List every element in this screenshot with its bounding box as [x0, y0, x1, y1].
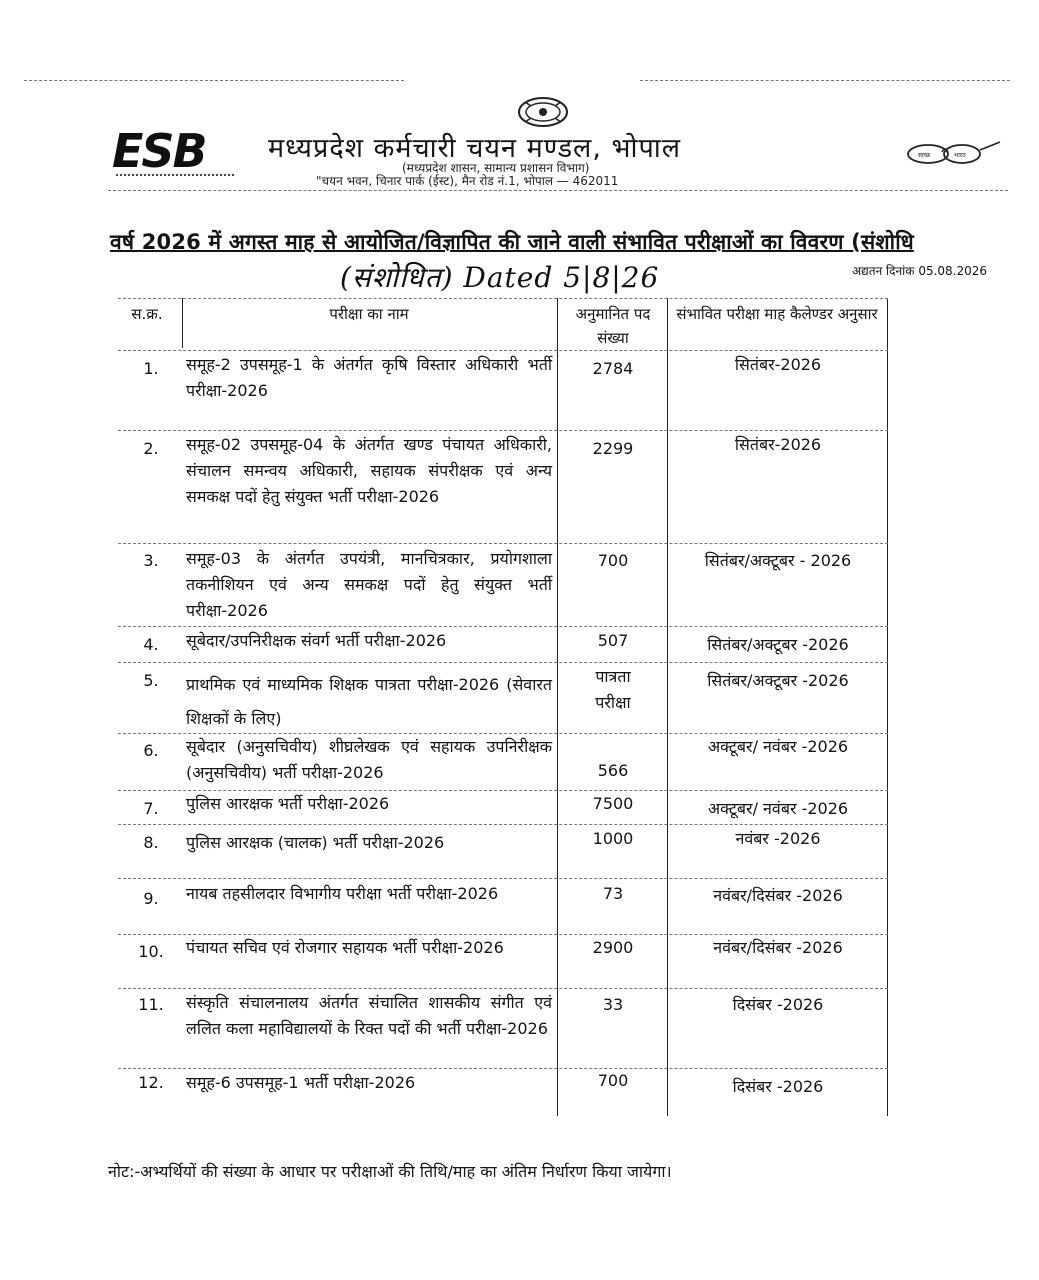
row-sr: 3. [143, 551, 159, 570]
row-month: नवंबर/दिसंबर -2026 [713, 938, 843, 957]
row-exam-name: सूबेदार/उपनिरीक्षक संवर्ग भर्ती परीक्षा-2026 [186, 631, 447, 650]
row-sr: 9. [143, 889, 159, 908]
org-name: मध्यप्रदेश कर्मचारी चयन मण्डल, भोपाल [268, 133, 682, 164]
row-posts: 566 [597, 761, 629, 780]
row-month: सितंबर-2026 [734, 355, 822, 374]
header-posts: अनुमानित पद संख्या [575, 305, 651, 347]
row-month: अक्टूबर/ नवंबर -2026 [707, 737, 849, 756]
row-posts: 7500 [592, 794, 634, 813]
org-address: "चयन भवन, चिनार पार्क (ईस्ट), मैन रोड नं.1, भोपाल — 462011 [316, 174, 619, 188]
row-exam-name: समूह-03 के अंतर्गत उपयंत्री, मानचित्रकार, प्रयोगशाला तकनीशियन एवं अन्य समकक्ष पदों हेतु संयुक्त भर्ती परीक्षा-2026 [186, 549, 552, 620]
svg-text:भारत: भारत [954, 152, 966, 159]
row-exam-name: संस्कृति संचालनालय अंतर्गत संचालित शासकीय संगीत एवं ललित कला महाविद्यालयों के रिक्त पदों की भर्ती परीक्षा-2026 [186, 993, 552, 1038]
row-month: दिसंबर -2026 [732, 995, 824, 1014]
row-sr: 2. [143, 439, 159, 458]
row-exam-name: पुलिस आरक्षक (चालक) भर्ती परीक्षा-2026 [186, 833, 445, 852]
row-sr: 12. [138, 1073, 164, 1092]
table-top-rule [118, 298, 888, 299]
row-month: नवंबर/दिसंबर -2026 [713, 886, 843, 905]
row-exam-name: समूह-2 उपसमूह-1 के अंतर्गत कृषि विस्तार अधिकारी भर्ती परीक्षा-2026 [186, 355, 552, 400]
row-exam-name: पुलिस आरक्षक भर्ती परीक्षा-2026 [186, 794, 390, 813]
row-posts: 507 [597, 631, 629, 650]
row-sr: 1. [143, 359, 159, 378]
esb-logo: ESB [112, 124, 206, 178]
row-exam-name: समूह-6 उपसमूह-1 भर्ती परीक्षा-2026 [186, 1073, 416, 1092]
row-rule [118, 543, 888, 544]
org-subtitle: (मध्यप्रदेश शासन, सामान्य प्रशासन विभाग) [402, 161, 590, 175]
header-month: संभावित परीक्षा माह कैलेण्डर अनुसार [676, 305, 878, 323]
document-title: वर्ष 2026 में अगस्त माह से आयोजित/विज्ञापित की जाने वाली संभावित परीक्षाओं का विवरण (संशोधि [110, 230, 914, 254]
row-month: दिसंबर -2026 [732, 1077, 824, 1096]
row-sr: 7. [143, 799, 159, 818]
row-sr: 4. [143, 635, 159, 654]
row-posts: 2900 [592, 938, 634, 957]
row-posts: 2299 [592, 439, 634, 458]
row-posts: पात्रता परीक्षा [595, 667, 631, 712]
row-month: नवंबर -2026 [735, 829, 821, 848]
row-rule [118, 878, 888, 879]
row-posts: 700 [597, 551, 629, 570]
row-sr: 8. [143, 833, 159, 852]
row-sr: 11. [138, 995, 164, 1014]
footer-note: नोट:-अभ्यर्थियों की संख्या के आधार पर परीक्षाओं की तिथि/माह का अंतिम निर्धारण किया जायेगा। [108, 1162, 672, 1181]
row-posts: 33 [602, 995, 624, 1014]
updated-date: अद्यतन दिनांक 05.08.2026 [852, 264, 988, 278]
row-rule [118, 988, 888, 989]
row-month: सितंबर/अक्टूबर -2026 [707, 671, 849, 690]
handwritten-revision-note: (संशोधित) Dated 5|8|26 [340, 261, 660, 294]
column-divider-0 [182, 298, 183, 348]
row-exam-name: सूबेदार (अनुसचिवीय) शीघ्रलेखक एवं सहायक उपनिरीक्षक (अनुसचिवीय) भर्ती परीक्षा-2026 [186, 737, 552, 782]
row-rule [118, 1068, 888, 1069]
header-sr: स.क्र. [131, 305, 163, 323]
row-sr: 6. [143, 741, 159, 760]
column-divider-1 [557, 298, 558, 1116]
row-month: सितंबर/अक्टूबर - 2026 [704, 551, 852, 570]
header-name: परीक्षा का नाम [329, 305, 409, 323]
row-rule [118, 350, 888, 351]
row-exam-name: पंचायत सचिव एवं रोजगार सहायक भर्ती परीक्षा-2026 [186, 938, 504, 957]
row-month: सितंबर/अक्टूबर -2026 [707, 635, 849, 654]
row-month: अक्टूबर/ नवंबर -2026 [707, 799, 849, 818]
svg-text:स्वच्छ: स्वच्छ [918, 152, 931, 159]
row-rule [118, 662, 888, 663]
row-month: सितंबर-2026 [734, 435, 822, 454]
row-rule [118, 430, 888, 431]
row-sr: 5. [143, 671, 159, 690]
row-exam-name: समूह-02 उपसमूह-04 के अंतर्गत खण्ड पंचायत अधिकारी, संचालन समन्वय अधिकारी, सहायक संपरीक्षक एवं अन्य समकक्ष पदों हेतु संयुक्त भर्ती परीक्षा-2026 [186, 435, 552, 506]
row-exam-name: प्राथमिक एवं माध्यमिक शिक्षक पात्रता परीक्षा-2026 (सेवारत शिक्षकों के लिए) [186, 675, 552, 728]
row-rule [118, 824, 888, 825]
row-sr: 10. [138, 942, 164, 961]
row-posts: 2784 [592, 359, 634, 378]
row-posts: 1000 [592, 829, 634, 848]
row-posts: 700 [597, 1071, 629, 1090]
row-rule [118, 626, 888, 627]
row-posts: 73 [602, 884, 624, 903]
row-exam-name: नायब तहसीलदार विभागीय परीक्षा भर्ती परीक्षा-2026 [186, 884, 499, 903]
